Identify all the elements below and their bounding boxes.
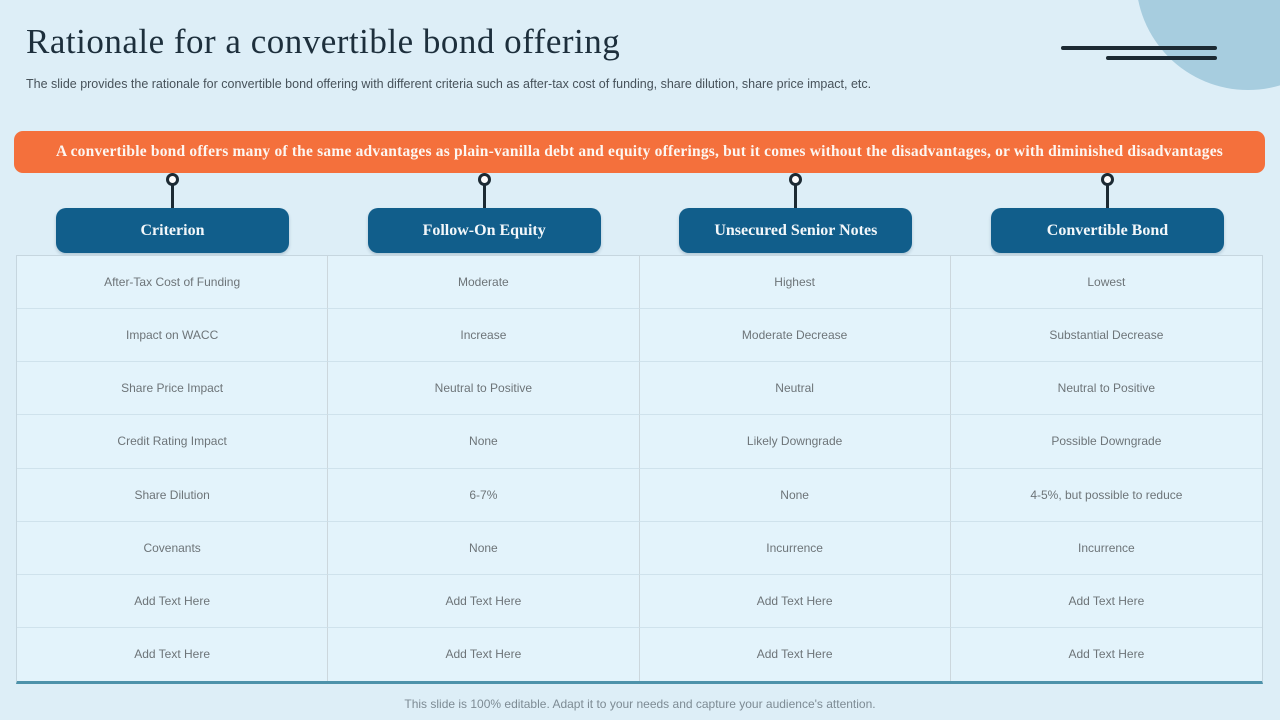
placeholder-cell[interactable]: Add Text Here xyxy=(640,628,951,681)
value-cell: Lowest xyxy=(951,256,1262,309)
criterion-cell: Credit Rating Impact xyxy=(17,415,328,468)
column-headers-row xyxy=(0,208,1280,253)
criterion-cell: Impact on WACC xyxy=(17,309,328,362)
header-column-convertible-bond xyxy=(991,208,1224,253)
placeholder-cell[interactable]: Add Text Here xyxy=(640,575,951,628)
placeholder-cell[interactable]: Add Text Here xyxy=(951,575,1262,628)
value-cell: Possible Downgrade xyxy=(951,415,1262,468)
footer-note: This slide is 100% editable. Adapt it to your needs and capture your audience's attention. xyxy=(404,697,876,711)
value-cell: None xyxy=(328,522,639,575)
value-cell: Likely Downgrade xyxy=(640,415,951,468)
value-cell: Moderate xyxy=(328,256,639,309)
connector-dot xyxy=(789,173,802,186)
value-cell: Increase xyxy=(328,309,639,362)
value-cell: Moderate Decrease xyxy=(640,309,951,362)
value-cell: Neutral to Positive xyxy=(951,362,1262,415)
connector-line xyxy=(794,184,797,208)
value-cell: 6-7% xyxy=(328,469,639,522)
connector-line xyxy=(171,184,174,208)
value-cell: Neutral xyxy=(640,362,951,415)
placeholder-cell[interactable]: Add Text Here xyxy=(328,628,639,681)
criterion-cell: Share Price Impact xyxy=(17,362,328,415)
header-column-criterion xyxy=(56,208,289,253)
connector-line xyxy=(1106,184,1109,208)
header-button-follow-on-equity[interactable]: Follow-On Equity xyxy=(368,208,601,253)
value-cell: Incurrence xyxy=(640,522,951,575)
connector-dot xyxy=(166,173,179,186)
page-title: Rationale for a convertible bond offering xyxy=(26,22,621,61)
connector-line xyxy=(483,184,486,208)
placeholder-cell[interactable]: Add Text Here xyxy=(1068,647,1145,662)
header-column-unsecured-senior-notes xyxy=(679,208,912,253)
value-cell: Neutral to Positive xyxy=(328,362,639,415)
key-message-text: A convertible bond offers many of the same advantages as plain-vanilla debt and equity offerings, but it comes without the disadvantages, or with diminished disadvantages xyxy=(55,143,1224,160)
criterion-cell: Covenants xyxy=(17,522,328,575)
placeholder-cell[interactable]: Add Text Here xyxy=(17,575,328,628)
criterion-cell: Share Dilution xyxy=(17,469,328,522)
value-cell: Incurrence xyxy=(951,522,1262,575)
placeholder-cell[interactable]: Add Text Here xyxy=(328,575,639,628)
connector-dot xyxy=(1101,173,1114,186)
page-subtitle: The slide provides the rationale for convertible bond offering with different criteria such as after-tax cost of funding, share dilution, share price impact, etc. xyxy=(26,77,872,91)
decor-line-bottom xyxy=(1106,56,1217,60)
header-button-convertible-bond[interactable]: Convertible Bond xyxy=(991,208,1224,253)
value-cell: 4-5%, but possible to reduce xyxy=(951,469,1262,522)
value-cell: None xyxy=(640,469,951,522)
corner-circle-decoration xyxy=(1136,0,1280,90)
header-button-unsecured-senior-notes[interactable]: Unsecured Senior Notes xyxy=(679,208,912,253)
connector-dot xyxy=(478,173,491,186)
value-cell: Highest xyxy=(640,256,951,309)
value-cell: None xyxy=(328,415,639,468)
comparison-table xyxy=(16,255,1263,684)
decor-line-top xyxy=(1061,46,1217,50)
placeholder-cell[interactable]: Add Text Here xyxy=(17,628,328,681)
header-button-criterion[interactable]: Criterion xyxy=(56,208,289,253)
value-cell: Substantial Decrease xyxy=(951,309,1262,362)
key-message-banner xyxy=(14,131,1265,173)
criterion-cell: After-Tax Cost of Funding xyxy=(17,256,328,309)
header-column-follow-on-equity xyxy=(368,208,601,253)
